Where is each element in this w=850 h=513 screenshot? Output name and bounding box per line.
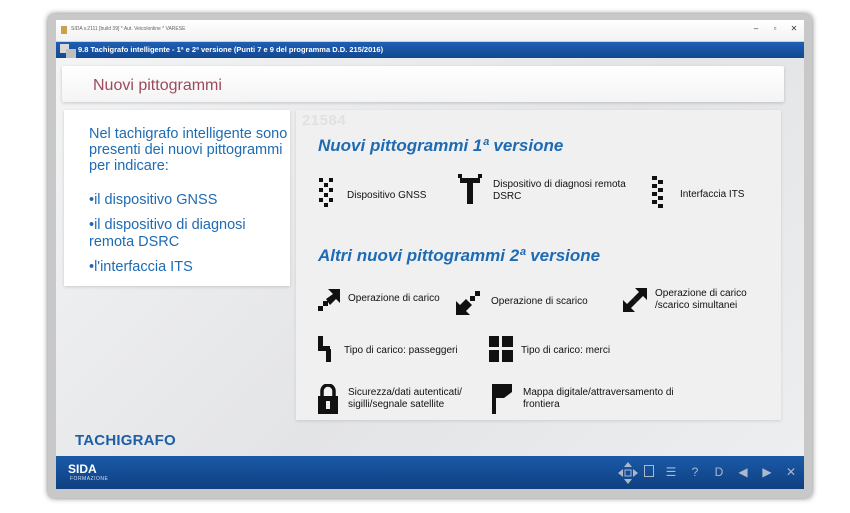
unloading-label: Operazione di scarico: [491, 296, 588, 307]
dsrc-label: Dispositivo di diagnosi remota DSRC: [493, 179, 626, 202]
sida-logo: SIDA: [68, 462, 97, 476]
intro-text: Nel tachigrafo intelligente sono presenti dei nuovi pittogrammi per indicare:: [89, 126, 288, 174]
section-2-title: Altri nuovi pittogrammi 2ª versione: [318, 246, 601, 265]
minimize-button[interactable]: –: [753, 24, 759, 33]
gnss-label: Dispositivo GNSS: [347, 190, 427, 201]
gnss-icon: [318, 178, 334, 210]
goods-label: Tipo di carico: merci: [521, 345, 611, 356]
lesson-title: 9.8 Tachigrafo intelligente - 1ª e 2ª versione (Punti 7 e 9 del programma D.D. 215/2016): [78, 45, 384, 54]
its-icon: [652, 176, 664, 208]
its-label: Interfaccia ITS: [680, 189, 745, 200]
bullet-its: •l'interfaccia ITS: [89, 259, 193, 275]
passengers-icon: [318, 336, 332, 362]
next-button[interactable]: ▶: [762, 465, 772, 479]
bullet-dsrc: •il dispositivo di diagnosi remota DSRC: [89, 217, 246, 250]
window-title: SIDA v.2111 [build 39] * Aut. Veicolonline * VARESE: [71, 26, 186, 32]
lesson-header: [56, 42, 804, 58]
move-arrows-icon[interactable]: [618, 462, 638, 484]
close-window-button[interactable]: ✕: [790, 24, 798, 33]
simultaneous-load-unload-icon: [623, 288, 647, 312]
footer-bar: [56, 456, 804, 489]
security-label: Sicurezza/dati autenticati/ sigilli/segnale satellite: [348, 387, 462, 410]
loading-icon: [318, 289, 340, 311]
previous-button[interactable]: ◀: [738, 465, 748, 479]
pictograms-panel: [296, 110, 781, 420]
goods-icon: [489, 336, 513, 362]
map-label: Mappa digitale/attraversamento di frontiera: [523, 387, 674, 410]
document-icon[interactable]: [644, 465, 654, 477]
bullet-gnss: •il dispositivo GNSS: [89, 192, 218, 208]
d-button[interactable]: D: [714, 465, 724, 479]
dsrc-icon: [458, 174, 482, 204]
maximize-button[interactable]: ▫: [773, 24, 777, 33]
simultaneous-label: Operazione di carico /scarico simultanei: [655, 288, 747, 311]
slide-code: 21584: [302, 112, 347, 129]
slide-content: [56, 58, 804, 456]
brand-label: TACHIGRAFO: [75, 432, 176, 449]
menu-button[interactable]: ☰: [665, 465, 677, 479]
padlock-icon: [318, 384, 338, 414]
unloading-icon: [456, 291, 480, 315]
description-panel: [64, 110, 290, 286]
section-1-title: Nuovi pittogrammi 1ª versione: [318, 136, 564, 155]
app-window: [56, 20, 804, 489]
help-button[interactable]: ?: [691, 465, 699, 479]
slide-heading-panel: [62, 66, 784, 102]
slide-heading: Nuovi pittogrammi: [93, 77, 222, 94]
loading-label: Operazione di carico: [348, 293, 440, 304]
passengers-label: Tipo di carico: passeggeri: [344, 345, 458, 356]
flag-icon: [492, 384, 512, 414]
title-bar: [56, 20, 804, 42]
app-icon: [61, 26, 67, 34]
sida-logo-subtitle: FORMAZIONE: [70, 476, 109, 482]
exit-button[interactable]: ✕: [785, 465, 797, 479]
